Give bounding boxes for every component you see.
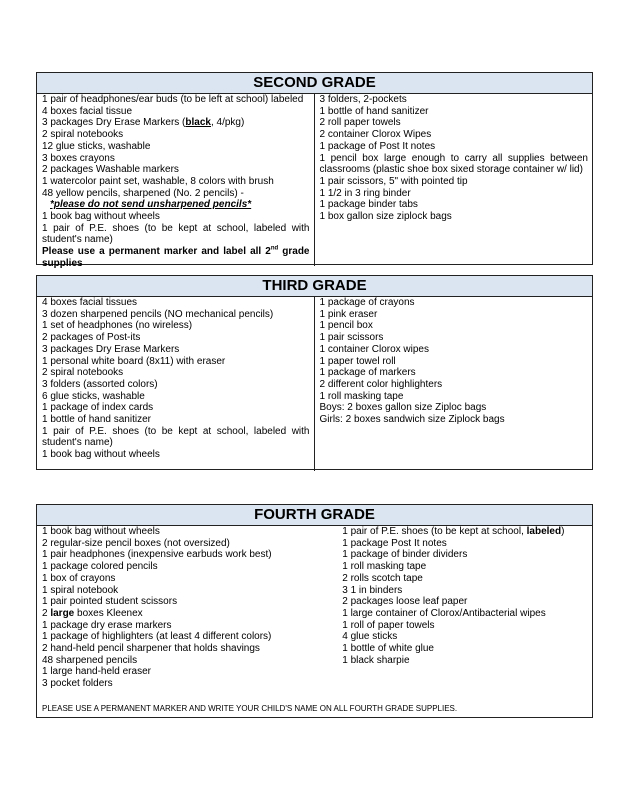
second-grade-columns <box>37 94 592 269</box>
list-item: 1 large container of Clorox/Antibacterial wipes <box>342 607 546 619</box>
list-item: 1 book bag without wheels <box>42 211 160 223</box>
list-item: 2 packages of Post-its <box>42 332 141 344</box>
list-item: 3 1 in binders <box>342 584 403 596</box>
list-item: 1 pair scissors, 5" with pointed tip <box>319 175 468 187</box>
list-item: 1 roll masking tape <box>342 561 427 573</box>
list-item: 2 different color highlighters <box>319 378 443 390</box>
list-item: 3 boxes crayons <box>42 152 115 164</box>
list-item: 2 roll paper towels <box>319 117 401 129</box>
list-item: 1 bottle of hand sanitizer <box>42 414 151 426</box>
list-item: 1 box gallon size ziplock bags <box>319 211 452 223</box>
list-item: 1 roll of paper towels <box>342 619 435 631</box>
third-grade-section <box>36 275 593 470</box>
list-item: 1 spiral notebook <box>42 584 119 596</box>
list-item: 2 packages Washable markers <box>42 164 179 176</box>
fourth-grade-section <box>36 504 593 718</box>
list-item: 1 package of Post It notes <box>319 140 436 152</box>
list-item: 1 pair of P.E. shoes (to be kept at school, labeled with student's name) <box>42 425 310 449</box>
list-item: 1 book bag without wheels <box>42 449 160 461</box>
list-item: 1 package of index cards <box>42 402 154 414</box>
fourth-grade-right-column <box>342 526 592 690</box>
list-item: 1 pair pointed student scissors <box>42 596 178 608</box>
list-item: 1 container Clorox wipes <box>319 343 429 355</box>
list-item: 1 pair of P.E. shoes (to be kept at school, labeled with student's name) <box>42 222 310 246</box>
list-item: 1 package dry erase markers <box>42 619 172 631</box>
list-item: 1 package of binder dividers <box>342 549 468 561</box>
list-item: 1 pair headphones (inexpensive earbuds work best) <box>42 549 272 561</box>
list-item: 3 folders, 2-pockets <box>319 94 407 105</box>
list-item: 1 set of headphones (no wireless) <box>42 320 193 332</box>
list-item: 3 packages Dry Erase Markers (black, 4/pkg) <box>42 117 245 129</box>
list-item: 2 spiral notebooks <box>42 129 124 141</box>
list-item: 2 hand-held pencil sharpener that holds shavings <box>42 643 260 655</box>
second-grade-label-note: Please use a permanent marker and label all 2nd grade supplies <box>42 245 310 269</box>
list-item: 4 boxes facial tissues <box>42 297 138 308</box>
list-item: 6 glue sticks, washable <box>42 390 145 402</box>
third-grade-title: THIRD GRADE <box>37 276 592 297</box>
third-grade-left-column <box>37 297 315 471</box>
list-item: 1 watercolor paint set, washable, 8 colors with brush <box>42 175 274 187</box>
second-grade-section <box>36 72 593 269</box>
list-item: 2 spiral notebooks <box>42 367 124 379</box>
list-item: 2 large boxes Kleenex <box>42 607 143 619</box>
list-item: 1 pair of P.E. shoes (to be kept at school, labeled) <box>342 526 565 537</box>
list-item: 12 glue sticks, washable <box>42 140 151 152</box>
list-item: 1 paper towel roll <box>319 355 396 367</box>
list-item: 1 pencil box <box>319 320 373 332</box>
list-item: 1 personal white board (8x11) with eraser <box>42 355 226 367</box>
list-item: 1 bottle of hand sanitizer <box>319 105 429 117</box>
list-item: 1 package binder tabs <box>319 199 418 211</box>
fourth-grade-title: FOURTH GRADE <box>37 505 592 526</box>
list-item: 4 boxes facial tissue <box>42 105 133 117</box>
list-item: 4 glue sticks <box>342 631 398 643</box>
list-item: 1 roll masking tape <box>319 390 404 402</box>
list-item: 2 container Clorox Wipes <box>319 129 432 141</box>
list-item: 1 package of crayons <box>319 297 415 308</box>
list-item: 1 package colored pencils <box>42 561 158 573</box>
list-item: Girls: 2 boxes sandwich size Ziplock bags <box>319 414 505 426</box>
list-item: 1 1/2 in 3 ring binder <box>319 187 411 199</box>
list-item: 1 package of markers <box>319 367 416 379</box>
list-item: 1 bottle of white glue <box>342 643 434 655</box>
second-grade-right-column <box>315 94 593 266</box>
second-grade-title: SECOND GRADE <box>37 73 592 94</box>
list-item: 1 pencil box large enough to carry all supplies between classrooms (plastic shoe box sixed storage container w/ lid) <box>319 152 588 176</box>
list-item: 1 package of highlighters (at least 4 different colors) <box>42 631 272 643</box>
list-item: 3 folders (assorted colors) <box>42 378 158 390</box>
list-item: 1 package Post It notes <box>342 537 447 549</box>
list-item: 2 regular-size pencil boxes (not oversized) <box>42 537 230 549</box>
list-item: 1 pair scissors <box>319 332 384 344</box>
fourth-grade-left-column <box>37 526 342 690</box>
list-item: 2 rolls scotch tape <box>342 572 423 584</box>
third-grade-columns <box>37 297 592 471</box>
third-grade-right-column <box>315 297 593 471</box>
list-item: 3 dozen sharpened pencils (NO mechanical pencils) <box>42 308 274 320</box>
list-item: 1 pair of headphones/ear buds (to be left at school) labeled <box>42 94 304 105</box>
pencil-warning: *please do not send unsharpened pencils* <box>50 199 252 211</box>
list-item: 48 sharpened pencils <box>42 654 138 666</box>
list-item: 3 packages Dry Erase Markers <box>42 343 180 355</box>
list-item: 1 box of crayons <box>42 572 116 584</box>
fourth-grade-columns <box>37 526 592 690</box>
list-item: Boys: 2 boxes gallon size Ziploc bags <box>319 402 487 414</box>
list-item: 1 large hand-held eraser <box>42 666 151 678</box>
list-item: 1 black sharpie <box>342 654 410 666</box>
list-item: 3 pocket folders <box>42 678 113 690</box>
list-item: 1 book bag without wheels <box>42 526 160 537</box>
fourth-grade-label-note: PLEASE USE A PERMANENT MARKER AND WRITE YOUR CHILD'S NAME ON ALL FOURTH GRADE SUPPLIES. <box>42 703 458 713</box>
list-item: 48 yellow pencils, sharpened (No. 2 pencils) - <box>42 187 244 199</box>
list-item: 1 pink eraser <box>319 308 378 320</box>
list-item: 2 packages loose leaf paper <box>342 596 468 608</box>
second-grade-left-column <box>37 94 315 269</box>
